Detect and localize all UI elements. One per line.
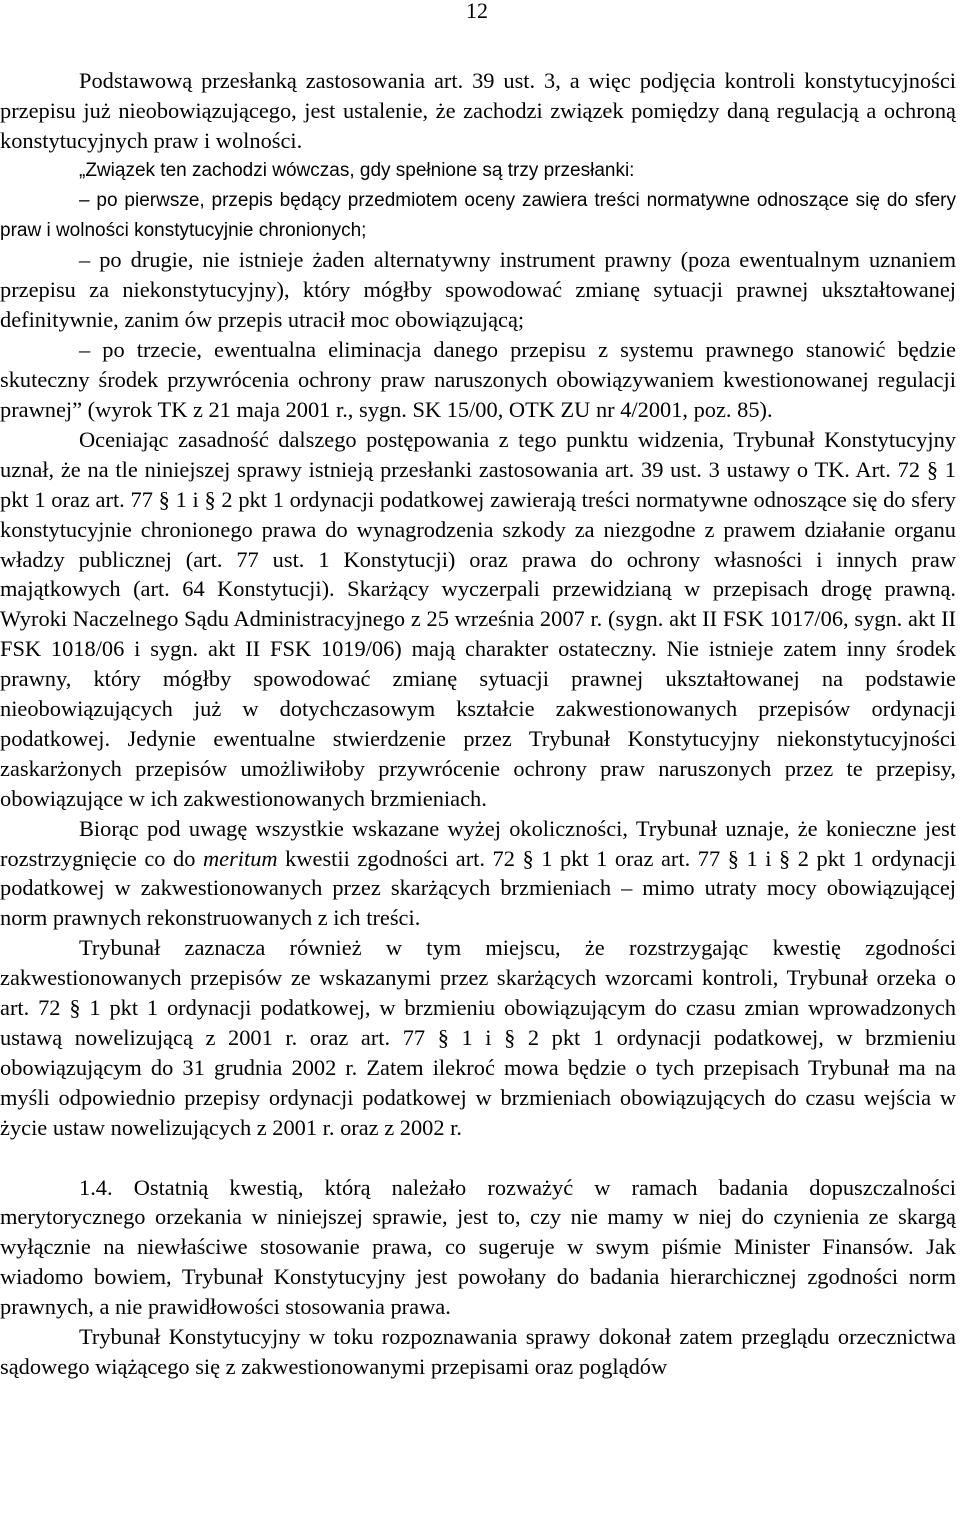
quote-intro: „Związek ten zachodzi wówczas, gdy spełnione są trzy przesłanki:: [79, 159, 635, 181]
meritum-text-after: kwestii zgodności art. 72 § 1 pkt 1 oraz art. 77 § 1 i § 2 pkt 1 ordynacji podatkowej w zakwestionowanych przez skarżących brzmieniach – mimo utraty mocy obowiązującej norm prawnych rekonstruowanych z ich treści.: [0, 845, 956, 931]
paragraph-meritum: [0, 814, 956, 934]
paragraph-tribunal-notes: Trybunał zaznacza również w tym miejscu, że rozstrzygając kwestię zgodności zakwestionowanych przepisów ze wskazanymi przez skarżących wzorcami kontroli, Trybunał orzeka o art. 72 § 1 pkt 1 ordynacji podatkowej, w brzmieniu obowiązującym do czasu zmian wprowadzonych ustawą nowelizującą z 2001 r. oraz art. 77 § 1 i § 2 pkt 1 ordynacji podatkowej, w brzmieniu obowiązującym do 31 grudnia 2002 r. Zatem ilekroć mowa będzie o tych przepisach Trybunał ma na myśli odpowiednio przepisy ordynacji podatkowej w brzmieniach obowiązujących do czasu wejścia w życie ustaw nowelizujących z 2001 r. oraz z 2002 r.: [0, 935, 956, 1140]
section-1-4-paragraph: 1.4. Ostatnią kwestią, którą należało rozważyć w ramach badania dopuszczalności merytorycznego orzekania w niniejszej sprawie, jest to, czy nie mamy w niej do czynienia ze skargą wyłącznie na niewłaściwe stosowanie prawa, co sugeruje w swym piśmie Minister Finansów. Jak wiadomo bowiem, Trybunał Konstytucyjny jest powołany do badania hierarchicznej zgodności norm prawnych, a nie prawidłowości stosowania prawa.: [0, 1174, 956, 1320]
paragraph-case-law-review: Trybunał Konstytucyjny w toku rozpoznawania sprawy dokonał zatem przeglądu orzecznictwa sądowego wiążącego się z zakwestionowanymi przepisami oraz poglądów: [0, 1324, 956, 1379]
quote-condition-second: – po drugie, nie istnieje żaden alternatywny instrument prawny (poza ewentualnym uznaniem przepisu za niekonstytucyjny), który mógłby spowodować zmianę sytuacji prawnej ukształtowanej definitywnie, zanim ów przepis utracił moc obowiązującą;: [0, 247, 956, 333]
page-number: 12: [466, 0, 488, 23]
quote-condition-third: – po trzecie, ewentualna eliminacja danego przepisu z systemu prawnego stanowić będzie skuteczny środek przywrócenia ochrony praw naruszonych obowiązywaniem kwestionowanej regulacji prawnej” (wyrok TK z 21 maja 2001 r., sygn. SK 15/00, OTK ZU nr 4/2001, poz. 85).: [0, 337, 956, 422]
quote-condition-first: – po pierwsze, przepis będący przedmiotem oceny zawiera treści normatywne odnoszące się do sfery praw i wolności konstytucyjnie chronionych;: [0, 189, 956, 241]
paragraph-assessment: Oceniając zasadność dalszego postępowania z tego punktu widzenia, Trybunał Konstytucyjny uznał, że na tle niniejszej sprawy istnieją przesłanki zastosowania art. 39 ust. 3 ustawy o TK. Art. 72 § 1 pkt 1 oraz art. 77 § 1 i § 2 pkt 1 ordynacji podatkowej zawierają treści normatywne odnoszące się do sfery konstytucyjnie chronionego prawa do wynagrodzenia szkody za niezgodne z prawem działanie organu władzy publicznej (art. 77 ust. 1 Konstytucji) oraz prawa do ochrony własności i innych praw majątkowych (art. 64 Konstytucji). Skarżący wyczerpali przewidzianą w przepisach drogę prawną. Wyroki Naczelnego Sądu Administracyjnego z 25 września 2007 r. (sygn. akt II FSK 1017/06, sygn. akt II FSK 1018/06 i sygn. akt II FSK 1019/06) mają charakter ostateczny. Nie istnieje zatem inny środek prawny, który mógłby spowodować zmianę sytuacji prawnej ukształtowanej na podstawie nieobowiązujących już w dotychczasowym kształcie zakwestionowanych przepisów ordynacji podatkowej. Jedynie ewentualne stwierdzenie przez Trybunał Konstytucyjny niekonstytucyjności zaskarżonych przepisów umożliwiłoby przywrócenie ochrony praw naruszonych przez te przepisy, obowiązujące w ich zakwestionowanych brzmieniach.: [0, 426, 956, 811]
meritum-italic-term: meritum: [202, 845, 278, 871]
paragraph-art39-premise: Podstawową przesłanką zastosowania art. 39 ust. 3, a więc podjęcia kontroli konstytucyjności przepisu już nieobowiązującego, jest ustalenie, że zachodzi związek pomiędzy daną regulacją a ochroną konstytucyjnych praw i wolności.: [0, 68, 956, 153]
document-body: [0, 66, 956, 1382]
meritum-text-before: Biorąc pod uwagę wszystkie wskazane wyżej okoliczności, Trybunał uznaje, że konieczne jest rozstrzygnięcie co do: [0, 815, 956, 871]
